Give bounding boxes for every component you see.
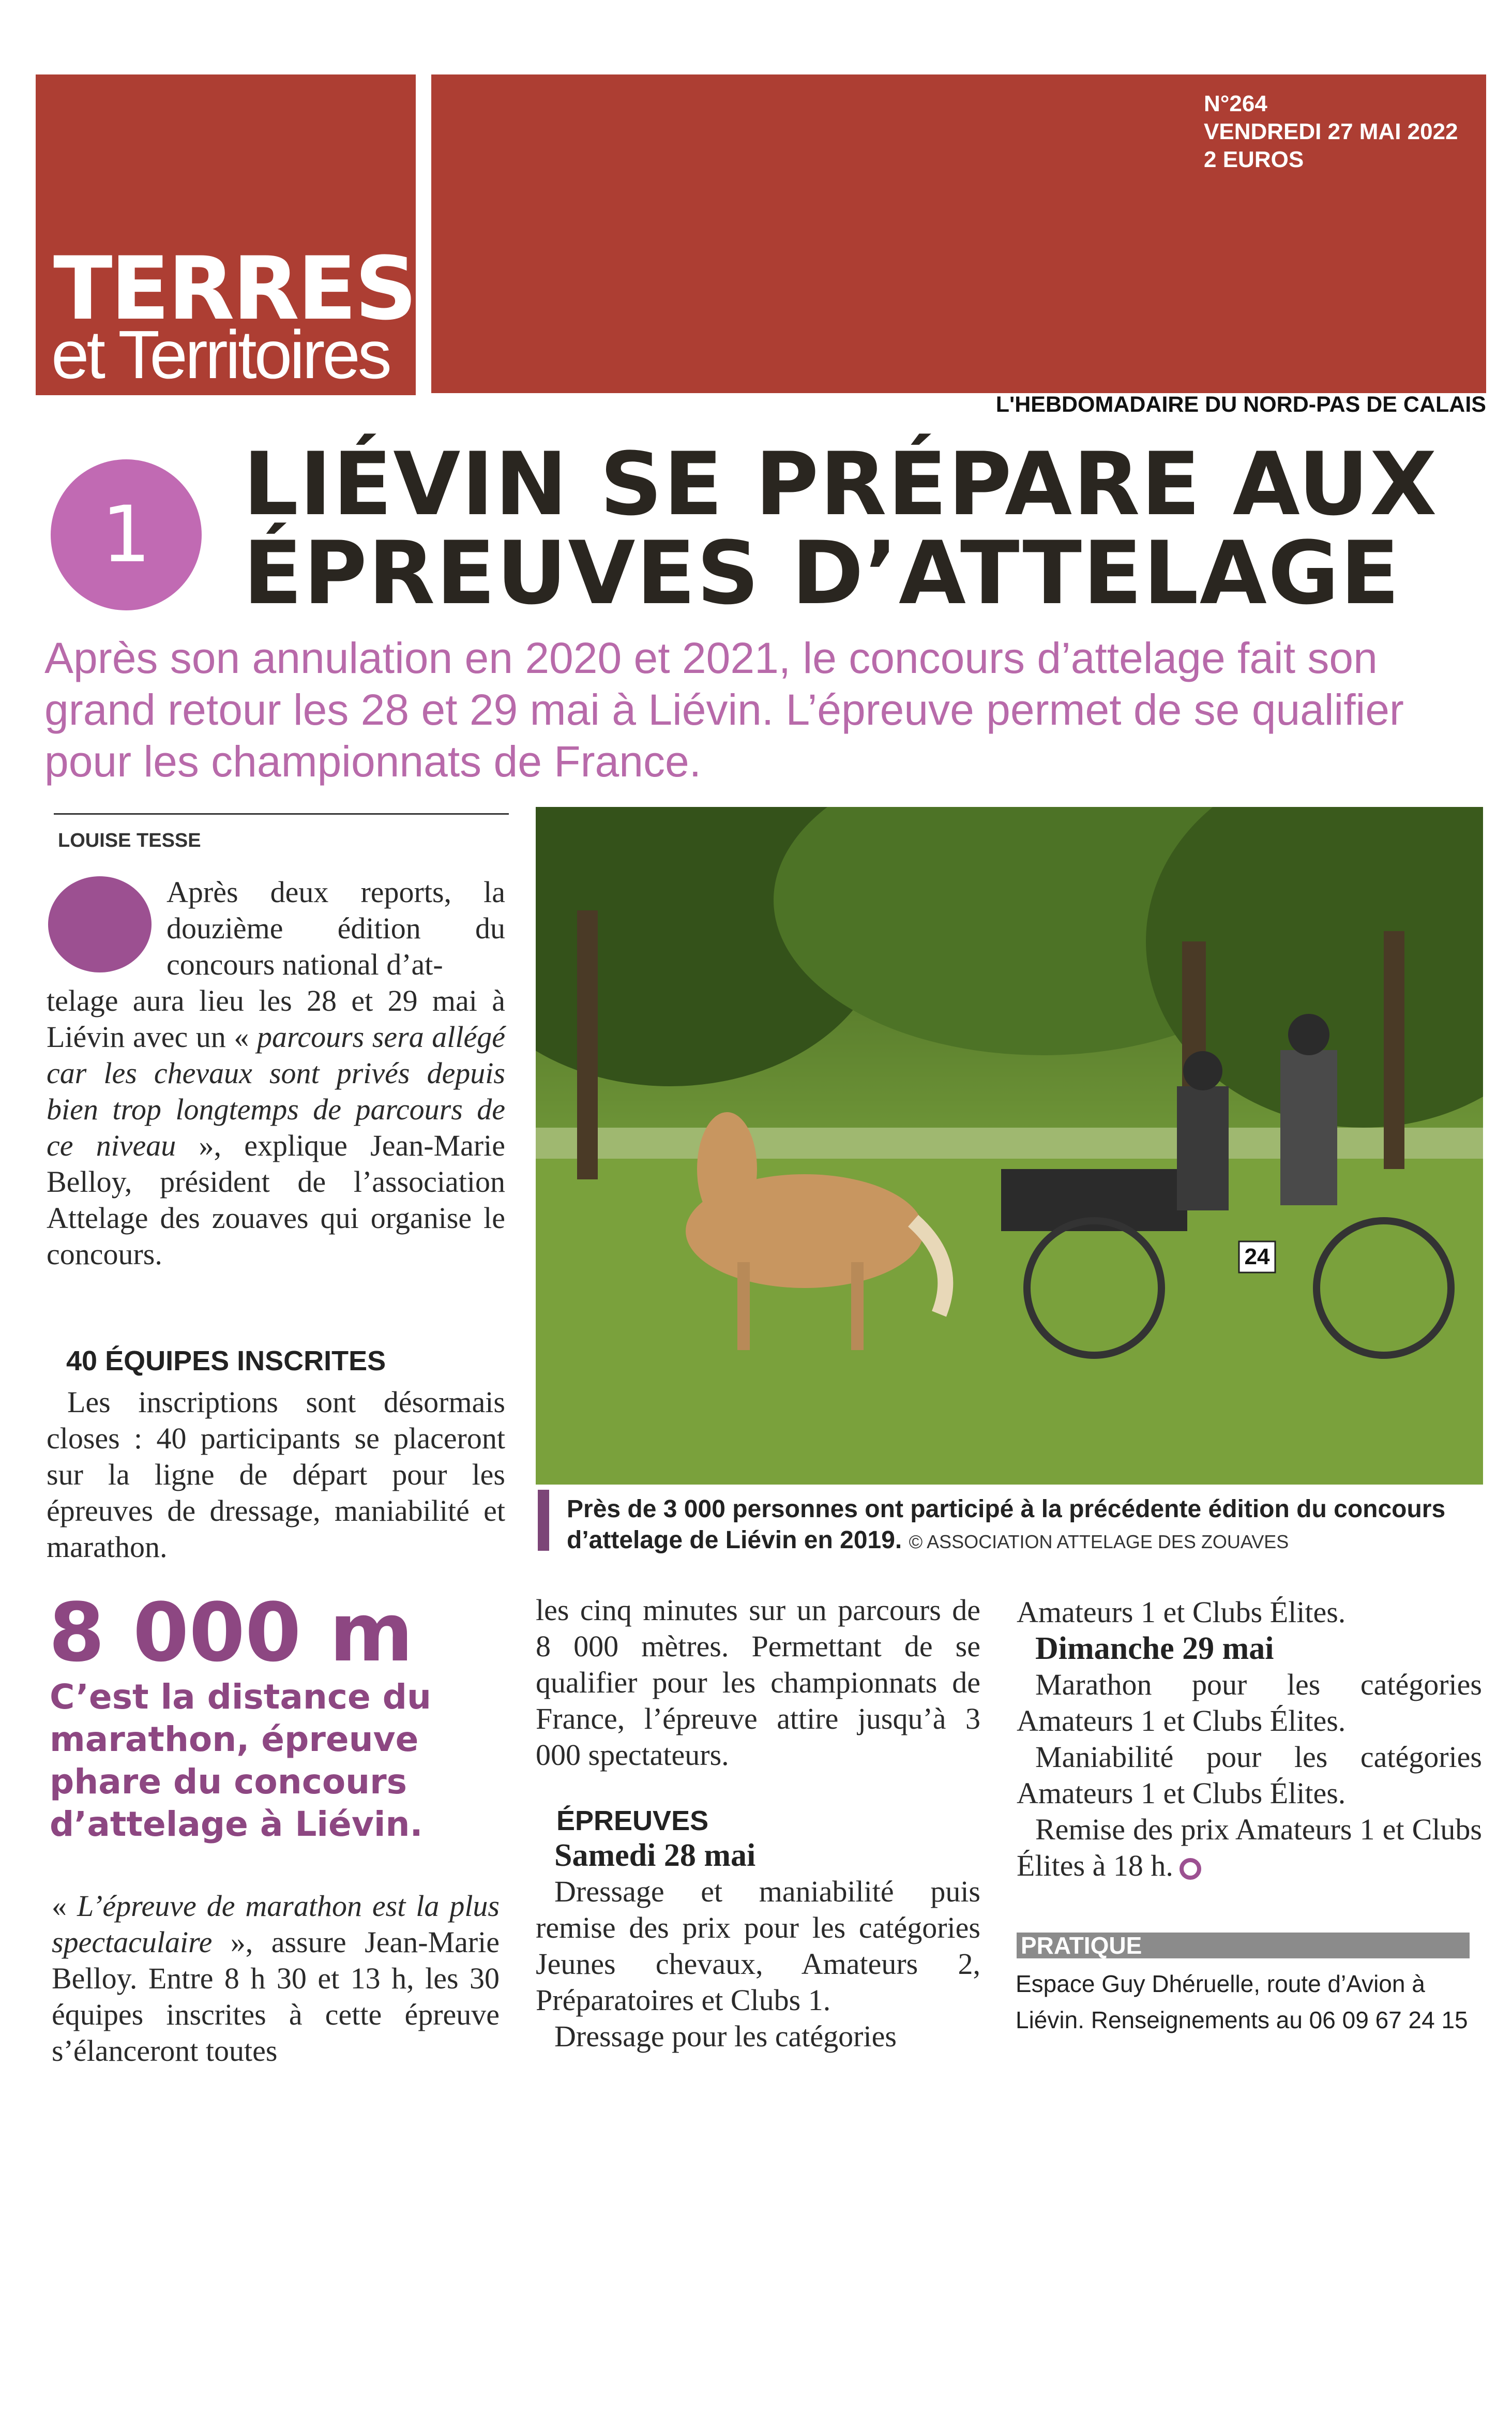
day-2-heading: Dimanche 29 mai [1035,1631,1274,1666]
teams-paragraph: Les inscriptions sont désormais closes : 40 participants se placeront sur la ligne de départ pour les épreuves de dressage, maniabilité et marathon. [47,1385,505,1564]
pratique-title: PRATIQUE [1021,1932,1142,1959]
stat-number: 8 000 m [49,1585,414,1680]
lead-paragraph: Après son annulation en 2020 et 2021, le concours d’attelage fait son grand retour les 28 et 29 mai à Liévin. L’épreuve permet de se qualifier pour les championnats de France. [44,634,1404,786]
logo-title: TERRES [53,238,415,339]
section-heading-events: ÉPREUVES [556,1805,709,1836]
day-2-text-3-content: Remise des prix Amateurs 1 et Clubs Élites à 18 h. [1017,1813,1482,1882]
caption-text: Près de 3 000 personnes ont participé à la précédente édition du concours d’attelage de Liévin en 2019. [567,1495,1446,1554]
intro-paragraph-start: Après deux reports, la douzième édition du concours national d’at- [167,875,505,981]
caption-bar [538,1490,549,1551]
author: LOUISE TESSE [58,830,201,851]
day-1-text-1: Dressage et maniabilité puis remise des prix pour les catégories Jeunes chevaux, Amateurs 2, Préparatoires et Clubs 1. [536,1875,980,2017]
article-number-badge: 1 [51,459,202,610]
day-1-continuation: Amateurs 1 et Clubs Élites. [1017,1595,1346,1629]
drop-cap-circle [48,876,152,972]
day-2-text-1: Marathon pour les catégories Amateurs 1 et Clubs Élites. [1017,1668,1482,1738]
headline-line-2: ÉPREUVES D’ATTELAGE [243,522,1401,624]
end-mark-icon [1180,1858,1201,1880]
stat-description: C’est la distance du marathon, épreuve phare du concours d’attelage à Liévin. [50,1677,431,1844]
section-heading-teams: 40 ÉQUIPES INSCRITES [66,1345,386,1376]
pratique-heading-bar [1017,1933,1470,1958]
day-1-text-2: Dressage pour les catégories [554,2019,897,2053]
masthead-banner [431,74,1486,393]
issue-date: VENDREDI 27 MAI 2022 [1204,119,1458,144]
day-2-text-3 [1017,1811,1482,1884]
divider [54,813,509,815]
intro-text-2: », explique Jean-Marie Belloy, président de l’association Attelage des zouaves qui organise le concours. [47,1129,505,1271]
day-1-heading: Samedi 28 mai [554,1838,756,1873]
pratique-info: Espace Guy Dhéruelle, route d’Avion à Liévin. Renseignements au 06 09 67 24 15 [1016,1970,1468,2033]
quote-rest: », assure Jean-Marie Belloy. Entre 8 h 30 et 13 h, les 30 équipes inscrites à cette épreuve s’élanceront toutes [52,1925,500,2068]
photo-caption [567,1494,1482,1558]
column-3 [1017,1594,1482,1884]
headline [243,433,1438,624]
tagline: L'HEBDOMADAIRE DU NORD-PAS DE CALAIS [995,392,1486,417]
quote-open: « [52,1889,77,1923]
day-2-text-2: Maniabilité pour les catégories Amateurs 1 et Clubs Élites. [1017,1740,1482,1810]
intro-paragraph [47,983,505,1272]
photo-credit: © ASSOCIATION ATTELAGE DES ZOUAVES [909,1531,1289,1552]
logo-subtitle: et Territoires [51,317,389,393]
horse-carriage-illustration [536,807,1483,1485]
quote-paragraph [52,1888,500,2069]
column-2 [536,1592,980,2055]
masthead-logo [36,74,416,395]
marathon-paragraph: les cinq minutes sur un parcours de 8 000 mètres. Permettant de se qualifier pour les championnats de France, l’épreuve attire jusqu’à 3 000 spectateurs. [536,1593,980,1772]
issue-number: N°264 [1204,91,1267,116]
issue-price: 2 EUROS [1204,147,1304,172]
intro-text-1: telage aura lieu les 28 et 29 mai à Liévin avec un « [47,984,505,1054]
quote-text: L’épreuve de marathon est la plus spectaculaire [52,1889,500,1959]
headline-line-1: LIÉVIN SE PRÉPARE AUX [243,433,1438,535]
issue-info [1204,90,1458,174]
carriage-photo [536,807,1483,1485]
bib-number: 24 [1244,1244,1270,1269]
intro-quote: parcours sera allégé car les chevaux sont privés depuis bien trop longtemps de parcours de ce niveau [47,1020,505,1162]
